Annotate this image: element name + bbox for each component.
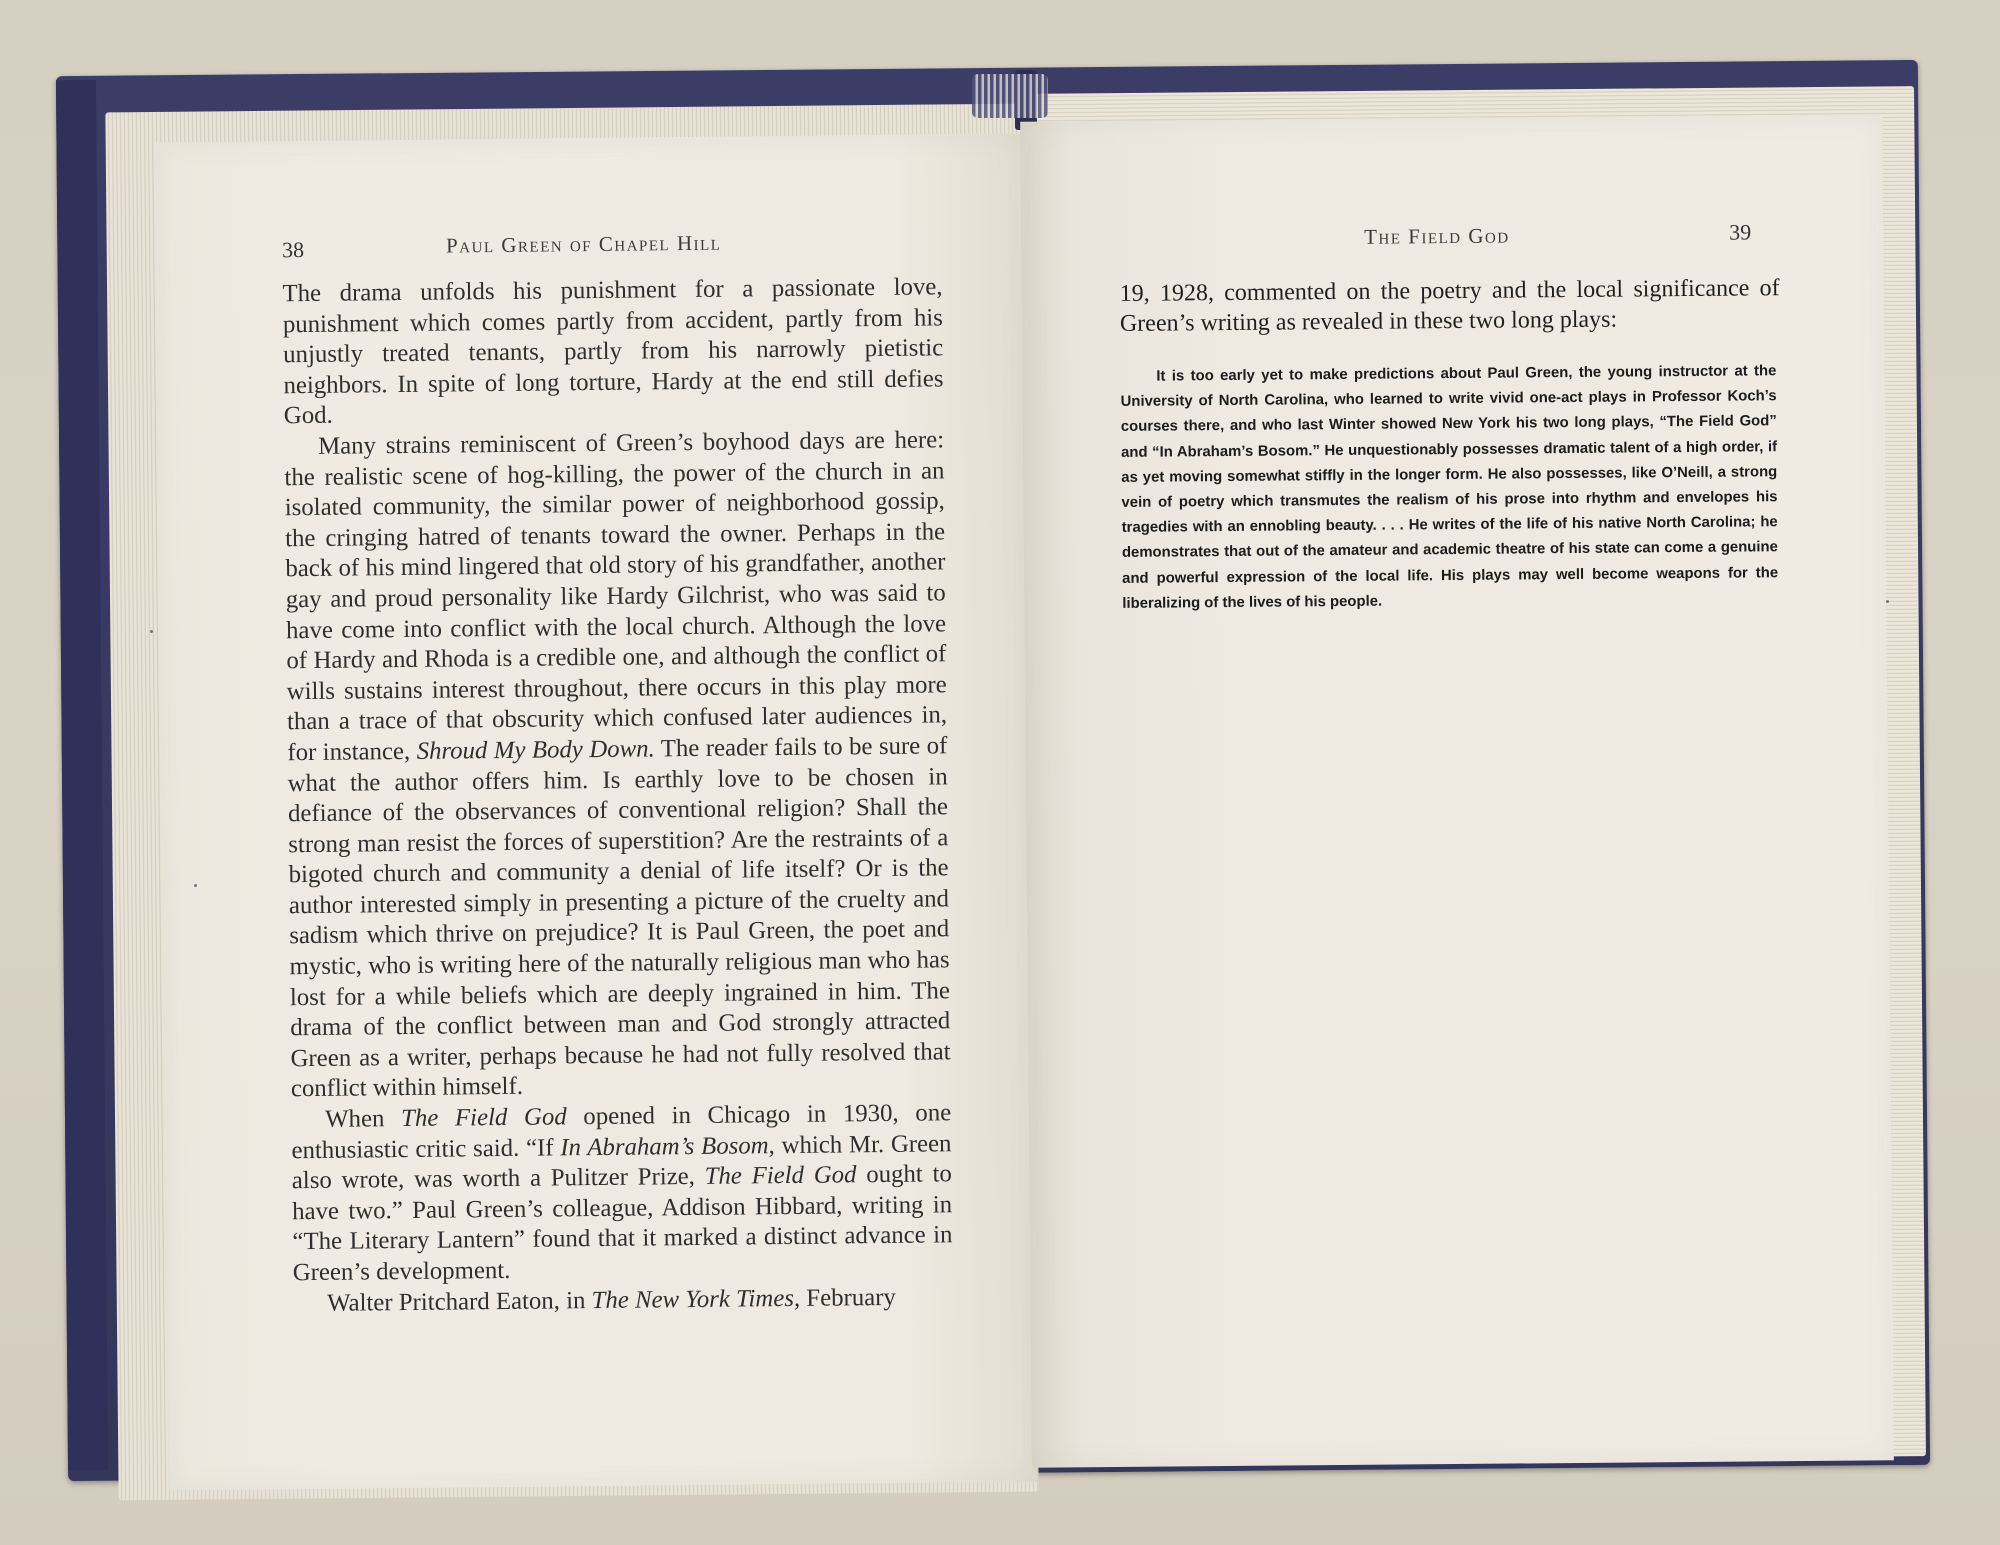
italic-title-run: Shroud My Body Down.: [416, 735, 655, 765]
body-paragraph: [293, 1282, 953, 1320]
italic-title-run: The Field God: [400, 1103, 567, 1133]
page-speck: [1886, 600, 1889, 603]
text-run: Walter Pritchard Eaton, in: [326, 1286, 592, 1317]
left-running-head: Paul Green of Chapel Hill: [445, 230, 722, 258]
italic-title-run: The New York Times,: [591, 1284, 801, 1314]
text-run: opened in Chicago in 1930, one enthusiastic critic said. “If: [291, 1099, 952, 1164]
body-paragraph: [291, 1098, 953, 1288]
italic-title-run: The Field God: [704, 1161, 857, 1191]
block-quote: [1120, 359, 1778, 617]
text-run: Many strains reminiscent of Green’s boyhood days are here: the realistic scene of hog-killing, the power of the church in an isolated community, the similar power of neighborhood gossip, the cringing hatred of tenants toward the owner. Perhaps in the back of his mind lingered that old story of his grandfather, another gay and proud personality like Hardy Gilchrist, who was said to have come into conflict with the local church. Although the love of Hardy and Rhoda is a credible one, and although the conflict of wills sustains interest throughout, there occurs in this play more than a trace of that obscurity which confused later audiences in, for instance,: [284, 426, 948, 767]
page-speck: [150, 630, 153, 633]
right-page: [1020, 114, 1894, 1467]
right-intro-text: [1120, 273, 1780, 339]
text-run: The drama unfolds his punishment for a passionate love, punishment which comes partly from accident, partly from his unjustly treated tenants, partly from his narrowly pietistic neighbors. In spite of long torture, Hardy at the end still defies God.: [282, 273, 944, 430]
left-page-number: 38: [281, 237, 305, 263]
block-quote-paragraph: It is too early yet to make predictions about Paul Green, the young instructor at the University of North Carolina, who learned to write vivid one-act plays in Professor Koch’s courses there, and who last Winter showed New York his two long plays, “The Field God” and “In Abraham’s Bosom.” He unquestionably possesses dramatic talent of a high order, if as yet moving somewhat stiffly in the longer form. He also possesses, like O’Neill, a strong vein of poetry which transmutes the realism of his prose into rhythm and envelopes his tragedies with an ennobling beauty. . . . He writes of the life of his native North Carolina; he demonstrates that out of the amateur and academic theatre of his state can come a genuine and powerful expression of the local life. His plays may well become weapons for the liberalizing of the lives of his people.: [1120, 363, 1779, 612]
body-paragraph: [284, 425, 951, 1105]
page-speck: [194, 884, 197, 887]
right-intro-paragraph: 19, 1928, commented on the poetry and the local significance of Green’s writing as revealed in these two long plays:: [1119, 275, 1780, 337]
text-run: When: [325, 1105, 402, 1133]
text-run: ought to have two.” Paul Green’s colleague, Addison Hibbard, writing in “The Literary Lantern” found that it marked a distinct advance in Green’s development.: [292, 1160, 953, 1287]
italic-title-run: In Abraham’s Bosom,: [560, 1131, 775, 1162]
left-page: [155, 133, 1037, 1490]
right-running-head: The Field God: [1364, 223, 1510, 249]
left-body-text: [282, 272, 953, 1319]
right-page-number: 39: [1729, 219, 1752, 245]
body-paragraph: [282, 272, 944, 432]
text-run: which Mr. Green also wrote, was worth a Pulitzer Prize,: [291, 1129, 952, 1195]
text-run: February: [799, 1283, 896, 1312]
spine-binding-threads: [972, 74, 1048, 118]
text-run: The reader fails to be sure of what the author offers him. Is earthly love to be chosen in defiance of the observances of conventional religion? Shall the strong man resist the forces of superstition? Are the restraints of a bigoted church and community a denial of life itself? Or is the author interested simply in presenting a picture of the cruelty and sadism which thrive on prejudice? It is Paul Green, the poet and mystic, who is writing here of the naturally religious man who has lost for a while beliefs which are deeply ingrained in him. The drama of the conflict between man and God strongly attracted Green as a writer, perhaps because he had not fully resolved that conflict within himself.: [287, 732, 951, 1103]
